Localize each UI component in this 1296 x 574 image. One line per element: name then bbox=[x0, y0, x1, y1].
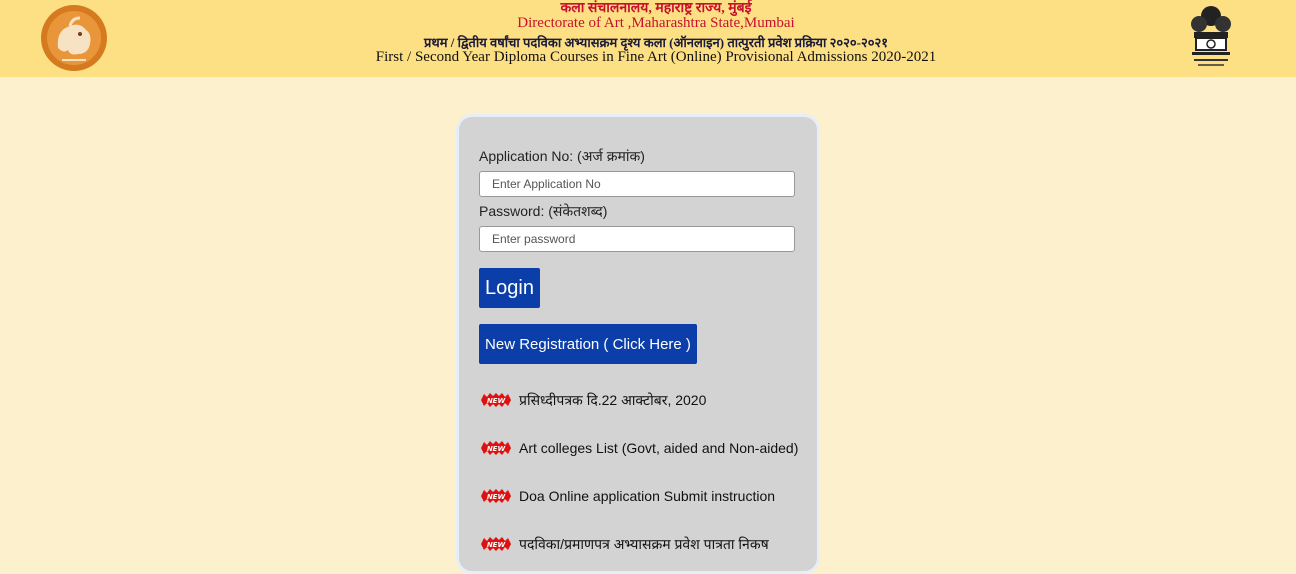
news-link[interactable]: प्रसिध्दीपत्रक दि.22 आक्टोबर, 2020 bbox=[519, 391, 707, 408]
svg-text:NEW: NEW bbox=[486, 541, 506, 549]
news-item[interactable] bbox=[479, 390, 706, 410]
login-button[interactable]: Login bbox=[479, 268, 540, 308]
news-link[interactable]: Art colleges List (Govt, aided and Non-aided) bbox=[519, 440, 799, 456]
news-link[interactable]: पदविका/प्रमाणपत्र अभ्यासक्रम प्रवेश पात्रता निकष bbox=[519, 535, 769, 552]
header-subtitle-english: First / Second Year Diploma Courses in Fine Art (Online) Provisional Admissions 2020-2021 bbox=[375, 49, 937, 65]
svg-text:NEW: NEW bbox=[486, 397, 506, 405]
new-badge-icon bbox=[479, 489, 513, 503]
news-link[interactable]: Doa Online application Submit instruction bbox=[519, 488, 776, 504]
header-title-english: Directorate of Art ,Maharashtra State,Mumbai bbox=[517, 15, 795, 31]
svg-text:NEW: NEW bbox=[486, 493, 506, 501]
new-badge-icon bbox=[479, 393, 513, 407]
new-badge-icon bbox=[479, 537, 513, 551]
login-panel bbox=[456, 114, 820, 574]
password-input[interactable] bbox=[479, 226, 795, 252]
news-item[interactable] bbox=[479, 486, 775, 506]
news-item[interactable] bbox=[479, 534, 769, 554]
application-no-label: Application No: (अर्ज क्रमांक) bbox=[479, 148, 645, 164]
svg-text:NEW: NEW bbox=[486, 445, 506, 453]
news-item[interactable] bbox=[479, 438, 798, 458]
header-subtitle-marathi: प्रथम / द्वितीय वर्षांचा पदविका अभ्यासक्रम दृश्य कला (ऑनलाइन) तात्पुरती प्रवेश प्रक्रिया २०२०-२०२१ bbox=[424, 35, 888, 50]
new-badge-icon bbox=[479, 441, 513, 455]
site-header bbox=[0, 0, 1296, 77]
password-label: Password: (संकेतशब्द) bbox=[479, 203, 608, 219]
header-title-marathi: कला संचालनालय, महाराष्ट्र राज्य, मुंबई bbox=[560, 1, 752, 16]
application-no-input[interactable] bbox=[479, 171, 795, 197]
national-emblem-icon bbox=[1184, 2, 1238, 68]
new-registration-button[interactable]: New Registration ( Click Here ) bbox=[479, 324, 697, 364]
